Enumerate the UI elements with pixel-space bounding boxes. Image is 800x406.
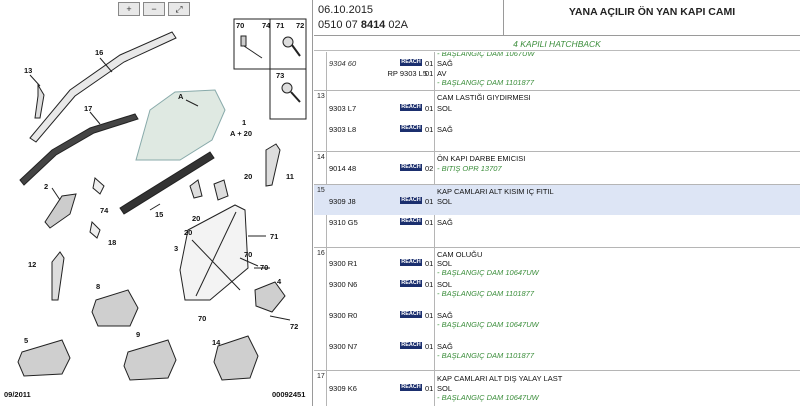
group-number: 14 <box>317 154 325 161</box>
reach-badge: REACH <box>401 311 421 317</box>
part-ref[interactable]: 9309 K6 <box>329 384 357 393</box>
callout-74[interactable]: 74 <box>262 21 271 30</box>
screw-73-icon <box>282 83 300 102</box>
part-ref[interactable]: 9300 R0 <box>329 311 358 320</box>
zoom-out-button[interactable]: − <box>143 2 165 16</box>
zoom-fit-button[interactable]: ⤢ <box>168 2 190 16</box>
callout-17[interactable]: 17 <box>84 104 93 113</box>
note-text: - BAŞLANGIÇ DAM 1101877 <box>437 351 534 360</box>
part-ref[interactable]: RP 9303 L5 <box>387 69 427 78</box>
callout-18[interactable]: 18 <box>108 238 117 247</box>
code-prefix: 0510 07 <box>318 19 361 31</box>
callout-4[interactable]: 4 <box>277 277 282 286</box>
part-ref[interactable]: 9309 J8 <box>329 197 356 206</box>
parts-diagram[interactable] <box>0 0 313 406</box>
clip-20a <box>190 180 202 198</box>
callout-20b[interactable]: 20 <box>244 172 253 181</box>
part-ref[interactable]: 9014 48 <box>329 164 357 173</box>
part-qty: 01 <box>425 104 434 113</box>
part-qty: 01 <box>425 311 434 320</box>
callout-12[interactable]: 12 <box>28 260 37 269</box>
group-number: 13 <box>317 93 325 100</box>
diagram-date: 09/2011 <box>4 390 31 399</box>
part-74 <box>93 178 104 194</box>
part-qty: 01 <box>425 259 434 268</box>
callout-8[interactable]: 8 <box>96 282 101 291</box>
group-title: KAP CAMLARI ALT KISIM IÇ FITIL <box>437 187 554 196</box>
window-regulator-3 <box>180 205 248 300</box>
reach-badge: REACH <box>401 197 421 203</box>
callout-2[interactable]: 2 <box>44 182 49 191</box>
part-ref[interactable]: 9300 N7 <box>329 342 358 351</box>
module-9 <box>124 340 176 380</box>
group-number: 16 <box>317 250 325 257</box>
part-ref[interactable]: 9300 N6 <box>329 280 358 289</box>
table-group-14[interactable] <box>314 151 800 184</box>
group-title: ÖN KAPI DARBE EMICISI <box>437 154 526 163</box>
table-group-16[interactable] <box>314 247 800 370</box>
page-title: YANA AÇILIR ÖN YAN KAPI CAMI <box>568 6 736 18</box>
group-title: CAM LASTIĞI GIYDIRMESI <box>437 93 531 102</box>
part-ref[interactable]: 9303 L8 <box>329 125 357 134</box>
part-desc: SAĞ <box>437 311 453 320</box>
callout-71b[interactable]: 71 <box>270 232 279 241</box>
part-desc: SAĞ <box>437 59 453 68</box>
callout-A[interactable]: A <box>178 92 184 101</box>
part-qty: 01 <box>425 342 434 351</box>
callout-15[interactable]: 15 <box>155 210 164 219</box>
callout-73[interactable]: 73 <box>276 71 285 80</box>
part-qty: 01 <box>425 218 434 227</box>
callout-70c[interactable]: 70 <box>260 263 269 272</box>
reach-badge: REACH <box>401 384 421 390</box>
part-qty: 01 <box>425 59 434 68</box>
note-text: - BAŞLANGIÇ DAM 1067UW <box>437 52 535 58</box>
group-title: CAM OLUĞU <box>437 250 483 259</box>
screw-71-icon <box>283 37 300 56</box>
part-ref[interactable]: 9300 R1 <box>329 259 358 268</box>
group-number: 15 <box>317 187 325 194</box>
part-qty: 01 <box>425 197 434 206</box>
part-qty: 01 <box>425 384 434 393</box>
note-text: - BAŞLANGIÇ DAM 10647UW <box>437 393 539 402</box>
part-ref[interactable]: 9304 60 <box>329 59 357 68</box>
header-meta <box>314 0 504 36</box>
reach-badge: REACH <box>401 125 421 131</box>
reach-badge: REACH <box>401 218 421 224</box>
module-14 <box>214 336 258 380</box>
callout-1[interactable]: 1 <box>242 118 247 127</box>
part-desc: SAĞ <box>437 218 453 227</box>
callout-13[interactable]: 13 <box>24 66 33 75</box>
callout-70b[interactable]: 70 <box>244 250 253 259</box>
reach-badge: REACH <box>401 280 421 286</box>
module-5 <box>18 340 70 376</box>
part-ref[interactable]: 9303 L7 <box>329 104 357 113</box>
callout-74b[interactable]: 74 <box>100 206 109 215</box>
callout-14[interactable]: 14 <box>212 338 221 347</box>
callout-A20[interactable]: A + 20 <box>230 129 253 138</box>
table-group-13[interactable] <box>314 90 800 151</box>
callout-9[interactable]: 9 <box>136 330 141 339</box>
part-qty: 02 <box>425 164 434 173</box>
callout-72b[interactable]: 72 <box>290 322 299 331</box>
bracket-12 <box>52 252 64 300</box>
parts-list <box>314 0 800 406</box>
table-group-prev[interactable] <box>314 52 800 90</box>
strip-13 <box>35 85 44 118</box>
clip-20b <box>214 180 228 200</box>
zoom-in-button[interactable]: + <box>118 2 140 16</box>
callout-70[interactable]: 70 <box>236 21 245 30</box>
code-bold: 8414 <box>360 19 386 31</box>
part-qty: 01 <box>425 280 434 289</box>
callout-5[interactable]: 5 <box>24 336 29 345</box>
module-8 <box>92 290 138 326</box>
callout-3[interactable]: 3 <box>174 244 179 253</box>
callout-16[interactable]: 16 <box>95 48 104 57</box>
outer-weatherstrip-17 <box>20 114 138 185</box>
callout-72[interactable]: 72 <box>296 21 305 30</box>
part-desc: SOL <box>437 280 453 289</box>
reach-badge: REACH <box>401 59 421 65</box>
note-text: - BAŞLANGIÇ DAM 10647UW <box>437 268 539 277</box>
part-ref[interactable]: 9310 G5 <box>329 218 358 227</box>
callout-11[interactable]: 11 <box>286 172 294 181</box>
part-18 <box>90 222 100 238</box>
group-title: KAP CAMLARI ALT DIŞ YALAY LAST <box>437 374 563 383</box>
variant-subheader: 4 KAPILI HATCHBACK <box>314 37 800 51</box>
table-group-17[interactable] <box>314 370 800 406</box>
note-text: - BAŞLANGIÇ DAM 10647UW <box>437 320 539 329</box>
parts-table <box>314 52 800 406</box>
part-desc: SAĞ <box>437 342 453 351</box>
part-desc: SOL <box>437 259 453 268</box>
reach-badge: REACH <box>401 104 421 110</box>
guide-11 <box>266 144 280 186</box>
part-qty: 01 <box>425 69 434 78</box>
group-number: 17 <box>317 373 325 380</box>
note-text: - BITIŞ OPR 13707 <box>437 164 502 173</box>
inner-strip-15 <box>120 152 214 214</box>
callout-20c[interactable]: 20 <box>184 228 193 237</box>
motor-4 <box>255 282 285 312</box>
header-code <box>318 19 408 31</box>
header-date: 06.10.2015 <box>318 4 374 16</box>
reach-badge: REACH <box>401 342 421 348</box>
part-desc: SOL <box>437 384 453 393</box>
code-suffix: 02A <box>385 19 408 31</box>
table-group-15[interactable] <box>314 184 800 227</box>
part-desc: SOL <box>437 104 453 113</box>
reach-badge: REACH <box>401 259 421 265</box>
note-text: - BAŞLANGIÇ DAM 1101877 <box>437 289 534 298</box>
sheet-header <box>314 0 800 36</box>
callout-20a[interactable]: 20 <box>192 214 201 223</box>
diagram-number: 00092451 <box>272 390 306 399</box>
quarter-glass-2 <box>45 194 76 228</box>
diagram-canvas[interactable] <box>0 0 313 406</box>
zoom-toolbar <box>118 2 190 17</box>
part-desc: SOL <box>437 197 453 206</box>
clip-70-icon <box>241 36 262 58</box>
part-desc: SAĞ <box>437 125 453 134</box>
note-text: - BAŞLANGIÇ DAM 1101877 <box>437 78 534 87</box>
callout-71[interactable]: 71 <box>276 21 285 30</box>
reach-badge: REACH <box>401 164 421 170</box>
part-qty: 01 <box>425 125 434 134</box>
part-desc: AV <box>437 69 447 78</box>
callout-70d[interactable]: 70 <box>198 314 207 323</box>
